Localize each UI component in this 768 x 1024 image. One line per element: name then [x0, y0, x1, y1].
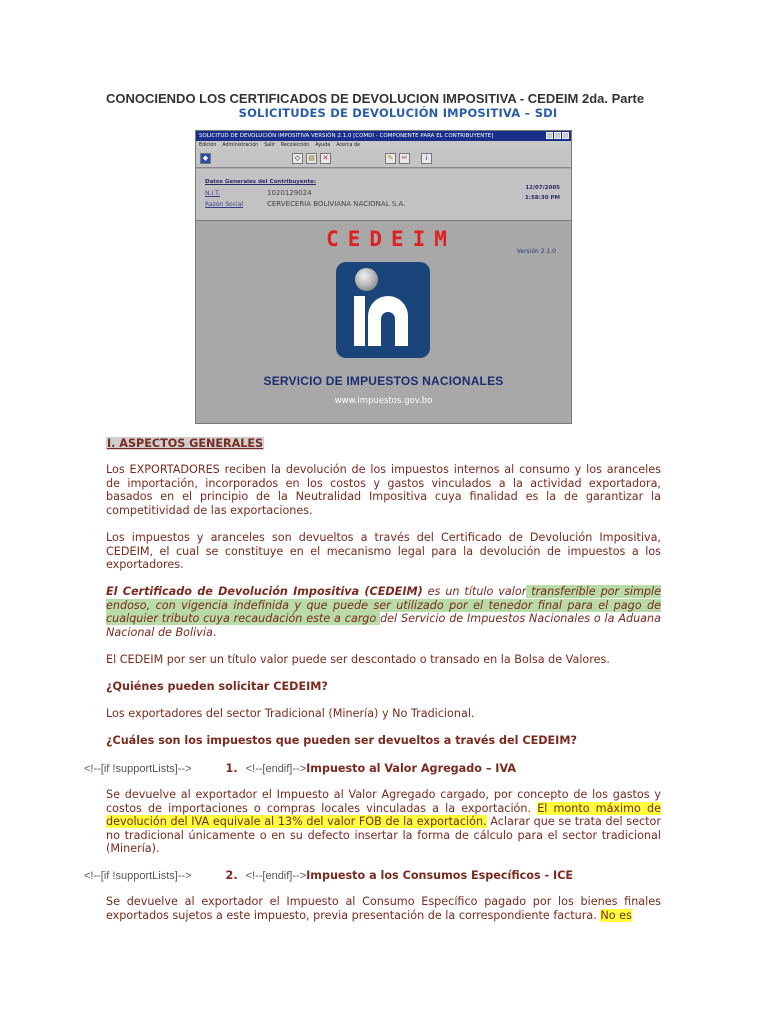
list-title: Impuesto a los Consumos Específicos - ICE [306, 869, 574, 882]
back-icon: ◆ [200, 153, 211, 164]
html-comment: <!--[if !supportLists]--> [84, 870, 192, 882]
menu-item: Edición [199, 143, 217, 148]
highlight-yellow: No es [600, 908, 632, 922]
time-value: 1:58:30 PM [525, 195, 560, 201]
html-comment: <!--[if !supportLists]--> [84, 763, 192, 775]
list-number: 2. [225, 869, 238, 882]
cedeim-definition-term: El Certificado de Devolución Impositiva (CEDEIM) [106, 585, 423, 598]
menu-item: Recolección [280, 143, 310, 148]
iva-paragraph: Se devuelve al exportador el Impuesto al Valor Agregado cargado, por concepto de los gastos y costos de importaciones o compras locales vinculadas a la exportación. El monto máximo de devolución del IVA equivale al 13% del valor FOB de la exportación. Aclarar que se trata del sector no tradicional únicamente o en su defecto insertar la forma de cálculo para el sector tradicional (Minería). [106, 788, 662, 855]
minimize-icon [546, 132, 553, 139]
version-label: Versión 2.1.0 [516, 248, 556, 255]
menu-item: Salir [264, 143, 275, 148]
org-name: SERVICIO DE IMPUESTOS NACIONALES [263, 374, 504, 388]
section-heading [106, 437, 661, 451]
new-icon: ◇ [292, 153, 303, 164]
answer-1: Los exportadores del sector Tradicional (Minería) y No Tradicional. [106, 707, 475, 720]
razon-label: Razón Social [205, 201, 244, 208]
paragraph-2: Los impuestos y aranceles son devueltos a través del Certificado de Devolución Impositiva, CEDEIM, el cual se constituye en el mecanismo legal para la devolución de impuestos a los exportadores. [106, 531, 661, 571]
html-comment: <!--[endif]--> [245, 870, 307, 882]
screenshot-toolbar [196, 150, 571, 168]
paragraph-3: El Certificado de Devolución Impositiva (CEDEIM) es un título valor transferible por simple endoso, con vigencia indefinida y que puede ser utilizado por el tenedor final para el pago de cualquier tributo cuya recaudación este a cargo del Servicio de Impuestos Nacionales o la Aduana Nacional de Bolivia. [106, 585, 661, 639]
tools-icon: ✂ [399, 153, 410, 164]
screenshot-titlebar: SOLICITUD DE DEVOLUCIÓN IMPOSITIVA VERSIÓN 2.1.0 [COMDI - COMPONENTE PARA EL CONTRIBUYENTE] [196, 131, 571, 141]
menu-item: Acerca de [336, 143, 360, 148]
delete-icon: ✕ [320, 153, 331, 164]
screenshot-menubar [196, 141, 571, 150]
impuestos-logo [336, 262, 430, 358]
list-title: Impuesto al Valor Agregado – IVA [306, 762, 517, 775]
html-comment: <!--[endif]--> [245, 763, 307, 775]
list-item-ice [84, 869, 724, 884]
paragraph-4: El CEDEIM por ser un título valor puede ser descontado o transado en la Bolsa de Valores. [106, 653, 610, 666]
info-icon: i [421, 153, 432, 164]
key-icon: ✎ [385, 153, 396, 164]
menu-item: Ayuda [315, 143, 331, 148]
nit-label: N.I.T. [205, 190, 220, 197]
question-2: ¿Cuáles son los impuestos que pueden ser devueltos a través del CEDEIM? [106, 734, 577, 747]
document-subtitle [0, 106, 768, 120]
menu-item: Administración [222, 143, 259, 148]
close-icon [562, 132, 569, 139]
highlight-green: transferible por simple endoso, con vigencia indefinida y que puede ser utilizado por el tenedor final para el pago de cualquier tributo cuya recaudación este a cargo [106, 585, 661, 625]
cedeim-brand: CEDEIM [326, 227, 456, 251]
org-url: www.impuestos.gov.bo [334, 396, 433, 406]
taxpayer-info [196, 169, 571, 221]
question-1: ¿Quiénes pueden solicitar CEDEIM? [106, 680, 328, 693]
paragraph-1: Los EXPORTADORES reciben la devolución de los impuestos internos al consumo y los aranceles de importación, incorporados en los costos y gastos vinculados a la actividad exportadora, basados en el principio de la Neutralidad Impositiva cuya finalidad es la de garantizar la competitividad de las exportaciones. [106, 463, 661, 517]
folder-icon: ▤ [306, 153, 317, 164]
window-controls [546, 132, 569, 139]
nit-value: 1020129024 [267, 189, 312, 197]
ice-paragraph: Se devuelve al exportador el Impuesto al Consumo Específico pagado por los bienes finales exportados sujetos a este impuesto, previa presentación de la correspondiente factura. No es [106, 895, 661, 922]
document-title: CONOCIENDO LOS CERTIFICADOS DE DEVOLUCION IMPOSITIVA - CEDEIM 2da. Parte [106, 91, 645, 106]
app-screenshot [195, 130, 572, 424]
list-item-iva [84, 762, 724, 777]
razon-value: CERVECERIA BOLIVIANA NACIONAL S.A. [267, 200, 406, 208]
subtitle-text: SOLICITUDES DE DEVOLUCIÓN IMPOSITIVA – SDI [238, 106, 558, 120]
date-value: 12/07/2005 [525, 185, 560, 191]
list-number: 1. [225, 762, 238, 775]
section-heading-text: I. ASPECTOS GENERALES [107, 437, 264, 450]
info-header: Datos Generales del Contribuyente: [205, 179, 317, 185]
highlight-yellow: El monto máximo de devolución del IVA equivale al 13% del valor FOB de la exportación. [106, 801, 662, 828]
maximize-icon [554, 132, 561, 139]
